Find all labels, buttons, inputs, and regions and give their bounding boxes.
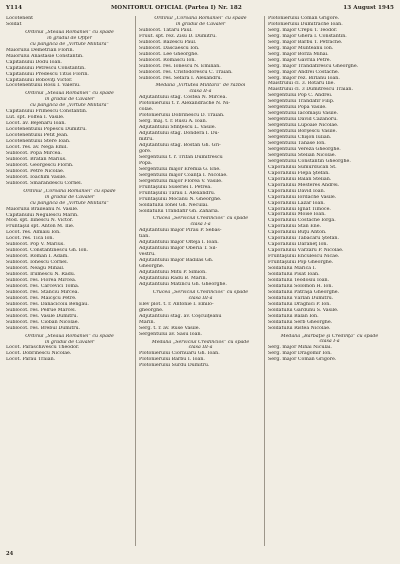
text-line: Locotenentului Stere Ioan. (6, 139, 71, 145)
text-line: Caporalului Costache Iorga. (268, 218, 336, 224)
text-line: Fruntaşului Mocanu N. Gheorghe. (139, 196, 222, 202)
text-line: Locotenentului Petit Jean. (6, 133, 69, 139)
text-line: Marin. (139, 319, 156, 325)
text-line: colae. (139, 107, 154, 113)
text-line: Soldatului Marica I. (268, 266, 316, 272)
text-line: Căpitanului Boboviţi Victor. (6, 77, 73, 83)
text-line: tian. (139, 234, 150, 240)
text-line: Sublocot. Smărăndescu Cornel. (6, 180, 83, 186)
text-line: Serg. major Dragomir Ion. (268, 351, 332, 357)
section-heading: în gradul de Cavaler (44, 194, 95, 200)
header-date: 13 August 1945 (343, 5, 394, 11)
text-line: Maistrului cl. 3. Rotaru Ilie. (268, 81, 335, 87)
text-line: Maistrului cl. 3 Dumitrescu Traian. (268, 87, 353, 93)
text-line: Sergentului David Cazanoru. (268, 117, 338, 123)
text-line: Fruut. spt. rez. Zisu D. Dumitru. (139, 33, 217, 39)
text-line: Caporalului Lazăr Ioan. (268, 200, 325, 206)
text-line: Sublocot. Iriimescu N. Radu. (6, 272, 76, 278)
text-line: Sublocot. res. Carcevici Toma. (6, 283, 80, 289)
text-line: Sergentului av. Sasu Ioan. (139, 331, 203, 337)
text-line: Serg. major Coman Grigore. (268, 357, 337, 363)
text-line: Maiorului Brăileanu N. Vasile. (6, 206, 79, 212)
text-line: Maiorului Anastasie Constantin. (6, 53, 84, 59)
text-line: Sublocot. res. Brebul Dumitru. (6, 325, 81, 331)
section-heading: clasa I-a (190, 222, 211, 228)
text-line: Locotenent (6, 16, 34, 21)
text-line: Adjutantului major Oberia T. Sil- (139, 246, 218, 252)
text-line: Mod. spt. Ilinescu N. Victor. (6, 218, 74, 224)
text-line: Sublocot. res. Florea Mircea. (6, 277, 77, 283)
text-line: Soldatului Pătraşă Gheorghe. (268, 289, 340, 295)
text-line: Serg. major Borza Mihai. (268, 51, 329, 57)
text-line: Adjutantului Mitu P. Simion. (139, 270, 207, 276)
text-line: Sergentului Vereza Gheorghe. (268, 146, 341, 152)
text-line: Locotenentului Popescu Dumitru. (6, 127, 87, 133)
text-line: Sublocot. res. Pelrue Marcel. (6, 307, 77, 313)
text-line: Sublocot. Ioachim Vasile. (6, 174, 67, 180)
text-line: Sergentului major Florea V. Vasile. (139, 178, 223, 184)
text-line: gore. (139, 148, 152, 154)
section-heading: clasa III-a (188, 295, 213, 301)
text-line: Serg. major Mihai Niculai. (268, 345, 332, 351)
text-line: Caporalului Tăbăcaru Ştefan. (268, 236, 339, 242)
text-line: Caporalului Vărzaru P. Nicolae. (268, 248, 344, 254)
text-line: Locot. Dobrinescu Nicolae. (6, 351, 72, 357)
section-heading: cu panglica de „Virtute Militară” (30, 41, 109, 47)
text-line: Soldatului Pisat Ioan. (268, 271, 320, 277)
text-line: Caporalului Ignat Timoce. (268, 206, 331, 212)
text-line: Sublocot. Ionescu Cornel. (6, 260, 69, 266)
text-line: Căpitanului Frimescu Constantin. (6, 109, 88, 115)
text-column-2 (135, 16, 264, 546)
text-line: Serg. t. r. av. Ruse Vasile. (139, 325, 201, 331)
text-line: Locot. res. Almaiu Ion. (6, 230, 61, 236)
section-heading: clasa II-a (189, 89, 212, 95)
text-line: Adjutantului stag. Bostan Gh. Gri- (139, 143, 221, 149)
text-column-1 (6, 16, 135, 546)
text-line: Sergentului major Coanţă I. Nicolae. (139, 172, 228, 178)
text-line: Adjutantului Radu B. Marin. (139, 275, 208, 281)
text-line: Sergentului Popa Vasile. (268, 105, 327, 111)
text-line: Fruntaşul spt. Anton M. Ilie. (6, 224, 75, 230)
text-line: Sublocot. Brătan Marius. (6, 156, 67, 162)
text-line: Căpitanului Dodu Ioan. (6, 59, 62, 65)
text-line: Serg. major Ghera I. Constantin. (268, 33, 347, 39)
text-line: Plotonierului Coman Grigore. (268, 16, 340, 21)
text-line: Adjutantului stag. av. Coşcuiţeanu (139, 313, 222, 319)
text-line: Adjutantului stag. Costea N. Mircea. (139, 95, 227, 101)
text-line: Soldatului Teodosiu Ioan. (268, 277, 330, 283)
text-line: Plotonierului Dobrinescu D. Traian. (139, 113, 225, 119)
page-number: 24 (6, 551, 14, 557)
text-line: Serg. major Barbu T. Petrache. (268, 39, 343, 45)
text-line: Sublocot. res. Maicşcu Petre. (6, 295, 77, 301)
text-line: Gheorghe. (139, 264, 165, 270)
text-line: Locot. Paraschivescu Theodor. (6, 345, 80, 351)
text-line: Sublocot. res. Vasile Dumitru. (6, 313, 78, 319)
section-heading: cu panglica de „Virtute Militară” (30, 200, 109, 206)
text-line: Soldatului Vărlan Dumitru. (268, 295, 334, 301)
text-line: Locot. av. Bejenaru Ioan. (6, 121, 66, 127)
text-line: Locot. res. av. Nega Emil. (6, 145, 68, 151)
text-line: Serg. major Gavrilă Petre. (268, 57, 332, 63)
text-line: Caporalului Buţu Anton. (268, 230, 327, 236)
text-line: Sergentului Trandafir Filip. (268, 99, 335, 105)
text-line: Soldat (6, 21, 22, 27)
page-header (6, 5, 394, 14)
section-heading: clasa I-a (319, 339, 340, 345)
text-line: Soldatului Trandafir Gh. Zaharia. (139, 208, 220, 214)
text-line: Sublocot. Neagu Mihail. (6, 266, 65, 272)
section-heading: Crucea „Serviciul Credincios” cu spade (152, 289, 249, 295)
text-line: Sublocot. Dascăescu Ion. (139, 45, 200, 51)
text-line: Sublocot. res. Sefara I. Alexandru. (139, 75, 223, 81)
text-line: Căpitanului Predescu Titus Florin. (6, 71, 89, 77)
text-line: Sublocot. Popa Mircea. (6, 150, 62, 156)
text-line: Plotonierului Ciornuaru Gh. Ioan. (139, 351, 220, 357)
text-line: Plotonierului Surdu Dumitru. (139, 363, 210, 369)
section-heading: clasa III-a (188, 345, 213, 351)
text-line: Locotenentului Rosu I. Valeriu. (6, 83, 81, 89)
section-heading: Ordinul „Coroana României” cu spade (154, 16, 247, 21)
text-line: Sublocot. Petre Nicolae. (6, 168, 65, 174)
text-line: Adjutantului major Pîrău P. Sebas- (139, 228, 222, 234)
header-publication-title: MONITORUL OFICIAL (Partea I) Nr. 182 (111, 5, 242, 11)
text-line: Fruntaşului Suseriei I. Petrea. (139, 184, 212, 190)
section-heading: în gradul de Cavaler (44, 97, 95, 103)
text-line: Maiorului Demetrian Florin. (6, 47, 75, 53)
text-line: Serg. major Trandafirescu Gheorghe. (268, 63, 359, 69)
section-heading: Medalia „Serviciul Credincios” cu spade (151, 339, 250, 345)
text-line: Sublocot. Constantinescu Gh. Ion. (6, 248, 89, 254)
text-line: Sergentului Borşescu Vasile. (268, 129, 337, 135)
text-line: Adjutantului stag. Dondera I. Du- (139, 131, 220, 137)
text-line: Fruntaşului Pop Gheorghe. (268, 260, 334, 266)
text-line: Soldatului Serb Gheorghe. (268, 319, 333, 325)
text-line: Plotonierului Barbu I. Ioan. (139, 357, 205, 363)
text-line: Caporalului Dărăneţ Ion. (268, 242, 328, 248)
text-line: Sublocot. res. Cioban Nicolae. (6, 319, 80, 325)
text-line: Sublocot. res. Ionescu N. Emilian. (139, 63, 221, 69)
text-line: Sergentului Iacomaşu Vasile. (268, 111, 339, 117)
text-line: Popa. (139, 160, 153, 166)
text-line: Sublocot. res. Stanciu Mircea. (6, 289, 79, 295)
section-heading: Medalia „Bărbăţie şi Credinţă” cu spade (280, 333, 379, 339)
section-heading: Ordinul „Steaua României” cu spade (25, 333, 114, 339)
text-line: Soldatului Gărdunu S. Vasile. (268, 307, 339, 313)
text-line: Sublocot. res. Dănăcicoiu Bengău. (6, 301, 89, 307)
text-line: Adjutantului major Olteja I. Ioan. (139, 240, 219, 246)
text-line: Lut. spt. Folfea I. Vasile. (6, 115, 65, 121)
text-line: Serg. major Andrei Costache. (268, 69, 340, 75)
text-line: Sergentului Tănase Ion. (268, 141, 326, 147)
text-line: Sublocot. Lee Gheorghe. (139, 51, 199, 57)
section-heading: cu panglica de „Virtute Militară” (30, 103, 109, 109)
header-page-code: Y114 (6, 5, 23, 11)
text-line: Caporalului Flepa Ştefan. (268, 170, 330, 176)
text-line: Fruntaşului Tărău I. Alexandru. (139, 190, 216, 196)
text-line: Soldatului Ristea Nicolae. (268, 325, 331, 331)
text-line: Serg. major Crepu T. Teodor. (268, 27, 338, 33)
text-line: Căpitanului Petrescu Constantin. (6, 65, 86, 71)
section-heading: Medalia „Virtutea Militară” de război (155, 83, 246, 89)
text-line: Sergentului major Eremia G. Ene. (139, 166, 221, 172)
text-line: Locot. Pârău Traian. (6, 357, 56, 363)
text-line: Soldatului Bălan Ion. (268, 313, 319, 319)
text-line: Serg. major rez. Birlanu Ioan. (268, 75, 340, 81)
section-heading: Ordinul „Steaua României” cu spade (25, 29, 114, 35)
text-line: Sublocot. Georgescu Florin. (6, 162, 74, 168)
text-line: Sublocot. Tătaru Paul. (139, 27, 193, 33)
text-line: Adjutantului Sfinţescu L. Vasile. (139, 125, 217, 131)
text-line: Caporalului Bălan Stelian. (268, 176, 332, 182)
section-heading: Crucea „Serviciul Credincios” cu spade (152, 216, 249, 222)
newspaper-page (6, 5, 394, 557)
text-line: Căpitanului Negulescu Marin. (6, 212, 79, 218)
text-line: Locot. res. Tica Ion. (6, 236, 54, 242)
text-line: Caporalului Iordache Vasile. (268, 194, 337, 200)
text-line: Caporalului Sumurducan St. (268, 164, 337, 170)
text-line: gheorghe. (139, 307, 164, 313)
text-line: Sergentului Lupoaie Nicolae. (268, 123, 339, 129)
text-line: Sublocot. Pop V. Marius. (6, 242, 65, 248)
text-line: Adjutantului major Bădilas Gh. (139, 258, 214, 264)
text-column-3 (264, 16, 393, 546)
text-line: Soldatului Solomon H. Ion. (268, 283, 333, 289)
text-line: Fruntaşului Enculescu Nicae. (268, 254, 340, 260)
text-line: Sublocot. Romascu Ion. (139, 57, 196, 63)
section-heading: în gradul de Cavaler (175, 21, 226, 27)
text-line: Caporalului Stan Ene. (268, 224, 322, 230)
text-line: Plotonierului t. r. Alexandrache N. Ni- (139, 101, 231, 107)
section-heading: Ordinul „Steaua României” cu spade (25, 91, 114, 97)
text-line: Sergentului Stelian Nicolae. (268, 152, 337, 158)
text-line: Plotonierului Dumitrache Ioan. (268, 21, 343, 27)
text-line: vestru. (139, 252, 156, 258)
section-heading: în gradul de Ofiţer (47, 35, 92, 41)
text-line: Elev plot. t. r. Antonie I. Emilo- (139, 301, 214, 307)
text-line: Adjutantului Mătincu Gh. Gheorghe. (139, 281, 227, 287)
text-line: Caporalului Mesteres Andrei. (268, 182, 340, 188)
text-line: Sublocot. Bazescu Paul. (139, 39, 197, 45)
text-line: Soldatului Drăghici P. Ion. (268, 301, 331, 307)
text-line: Caporalului Moise Ioan. (268, 212, 326, 218)
section-heading: în gradul de Cavaler (44, 339, 95, 345)
text-line: Soldatului Ionel Gh. Neculai. (139, 202, 209, 208)
text-line: Caporalului David Ioan. (268, 188, 326, 194)
text-line: Sublocot. res. Cristodorescu C. Traian. (139, 69, 233, 75)
text-line: Sublocot. Roman I. Adam. (6, 254, 69, 260)
text-line: mitru. (139, 137, 154, 143)
text-line: Sergentului Constantin Gheorghe. (268, 158, 351, 164)
text-line: Sergentului Chişon Iulian. (268, 135, 332, 141)
section-heading: Ordinul „Coroana României” cu spade (23, 188, 116, 194)
text-line: Sergentului t. r. Trifan Dumitrescu (139, 154, 223, 160)
text-columns (6, 16, 394, 546)
text-line: Sergentului Pop C. Andrei. (268, 93, 333, 99)
text-line: Serg. maj. t. r. Rusu A. Ioan. (139, 119, 208, 125)
text-line: Serg. major Munteanu Ion. (268, 45, 334, 51)
